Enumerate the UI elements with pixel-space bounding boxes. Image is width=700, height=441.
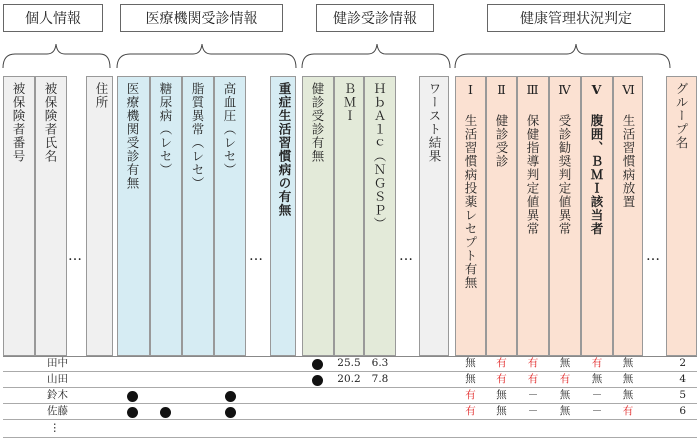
diabetes-dot [160,407,171,418]
header-bmi: ＢＭＩ [342,82,357,123]
med-visit-dot [127,391,138,402]
cell-j2: 有 [496,357,507,369]
cell-j1: 無 [465,357,476,369]
row-divider [3,419,697,420]
cell-j6: 無 [622,373,634,385]
header-j5: Ⅴ 腹囲、ＢＭＩ該当者 [589,82,604,236]
header-j3: Ⅲ 保健指導判定値異常 [525,82,540,236]
ellipsis-judge: … [646,248,661,264]
row-divider [3,437,697,438]
header-j2: Ⅱ 健診受診 [494,82,509,168]
cell-name: 鈴木 [47,389,68,401]
cell-j4: 無 [559,405,571,417]
cell-j6: 有 [622,405,634,417]
med-visit-dot [127,407,138,418]
cell-j2: 無 [496,389,507,401]
group-medical: 医療機関受診情報 [120,4,283,32]
header-checkup: 健診受診有無 [310,82,325,163]
header-hba1c: ＨｂＡ１ｃ（ＮＧＳＰ） [372,82,387,231]
cell-j3: 有 [527,357,539,369]
cell-bmi: 25.5 [337,357,361,369]
checkup-dot [312,375,323,386]
row-divider [3,403,697,404]
cell-j2: 無 [496,405,507,417]
cell-j6: 無 [622,389,634,401]
group-health: 健康管理状況判定 [487,4,665,32]
cell-name: 山田 [47,373,68,385]
header-insured-name: 被保険者氏名 [43,82,58,163]
cell-j1: 有 [465,405,476,417]
ellipsis-personal: … [68,248,83,264]
header-j6: Ⅵ 生活習慣病放置 [621,82,636,209]
cell-j5: － [591,405,603,417]
header-address: 住所 [94,82,109,109]
header-severe: 重症生活習慣病の有無 [277,82,292,217]
cell-name: 田中 [47,357,68,369]
cell-j3: － [527,405,539,417]
cell-j1: 無 [465,373,476,385]
header-hypertension: 高血圧（レセ） [222,82,237,177]
cell-group: 4 [679,373,686,385]
cell-name-continuation: ⋮ [49,422,60,434]
checkup-dot [312,359,323,370]
hypertension-dot [225,391,236,402]
cell-group: 6 [679,405,686,417]
cell-name: 佐藤 [47,405,68,417]
cell-j4: 無 [559,389,571,401]
cell-j5: 無 [591,373,603,385]
group-checkup: 健診受診情報 [316,4,434,32]
header-group: グループ名 [674,82,689,150]
cell-j4: 有 [559,373,571,385]
header-j4: Ⅳ 受診勧奨判定値異常 [557,82,572,236]
header-lipid: 脂質異常（レセ） [190,82,205,190]
row-divider [3,387,697,388]
hypertension-dot [225,407,236,418]
header-insured-no: 被保険者番号 [11,82,26,163]
header-j1: Ⅰ 生活習慣病投薬レセプト有無 [463,82,478,290]
cell-j1: 有 [465,389,476,401]
ellipsis-checkup: … [399,248,414,264]
cell-j4: 無 [559,357,571,369]
col-address [86,76,113,356]
group-personal: 個人情報 [3,4,103,32]
cell-j6: 無 [622,357,634,369]
cell-j3: － [527,389,539,401]
group-braces [0,0,700,80]
cell-j2: 有 [496,373,507,385]
cell-hba1c: 7.8 [371,373,389,385]
cell-j5: 有 [591,357,603,369]
header-worst: ワースト結果 [427,82,442,163]
cell-j3: 有 [527,373,539,385]
header-med-visit: 医療機関受診有無 [125,82,140,190]
header-diabetes: 糖尿病（レセ） [158,82,173,177]
cell-bmi: 20.2 [337,373,361,385]
cell-group: 2 [679,357,686,369]
cell-hba1c: 6.3 [371,357,389,369]
cell-j5: － [591,389,603,401]
cell-group: 5 [679,389,686,401]
ellipsis-medical: … [249,248,264,264]
row-divider [3,371,697,372]
